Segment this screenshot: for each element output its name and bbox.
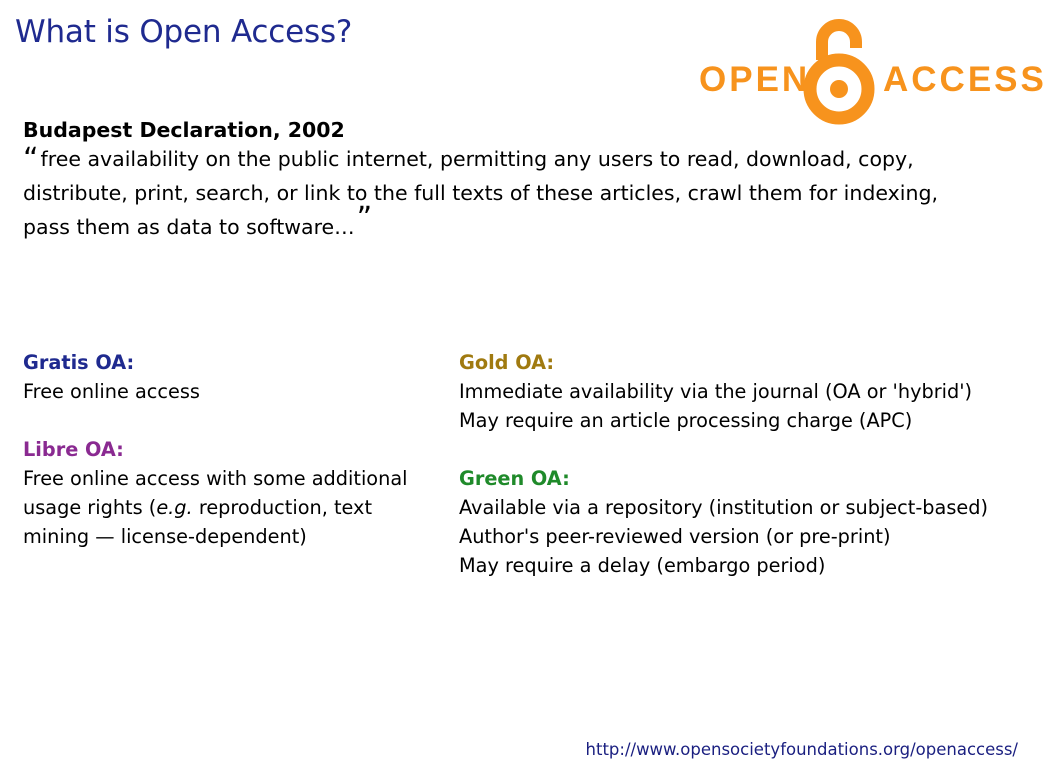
quote-text: free availability on the public internet, permitting any users to read, download, copy, distribute, print, search, or link to the full texts of these articles, crawl them for indexing, pass them as data to software… (23, 147, 938, 239)
green-oa-line: Author's peer-reviewed version (or pre-print) (459, 525, 891, 548)
open-quote-mark: “ (23, 142, 39, 177)
libre-oa-text: usage rights ( (23, 496, 157, 519)
gold-oa-line: Immediate availability via the journal (OA or 'hybrid') (459, 380, 973, 403)
gratis-oa-heading: Gratis OA: (23, 351, 135, 374)
libre-oa-heading: Libre OA: (23, 438, 124, 461)
green-oa-heading: Green OA: (459, 467, 570, 490)
libre-oa-text: reproduction, text (192, 496, 373, 519)
source-url-link[interactable]: http://www.opensocietyfoundations.org/openaccess/ (585, 740, 1018, 759)
logo-word-access: ACCESS (883, 60, 1047, 99)
green-oa-line: Available via a repository (institution or subject-based) (459, 496, 989, 519)
declaration-heading: Budapest Declaration, 2002 (23, 118, 345, 142)
slide-title: What is Open Access? (15, 14, 353, 50)
left-column (23, 348, 408, 551)
declaration-quote (23, 142, 983, 244)
green-oa-line: May require a delay (embargo period) (459, 554, 826, 577)
right-column (459, 348, 988, 580)
libre-oa-line: mining — license-dependent) (23, 525, 307, 548)
gold-oa-heading: Gold OA: (459, 351, 555, 374)
open-access-logo (697, 8, 1047, 128)
libre-oa-abbrev: e.g. (156, 496, 193, 519)
gratis-oa-line: Free online access (23, 380, 200, 403)
libre-oa-line: Free online access with some additional (23, 467, 408, 490)
budapest-declaration (23, 116, 983, 244)
logo-word-open: OPEN (699, 60, 811, 99)
close-quote-mark: ” (356, 201, 373, 236)
open-lock-icon (795, 8, 883, 128)
gold-oa-line: May require an article processing charge (APC) (459, 409, 913, 432)
libre-oa-line (23, 493, 408, 522)
